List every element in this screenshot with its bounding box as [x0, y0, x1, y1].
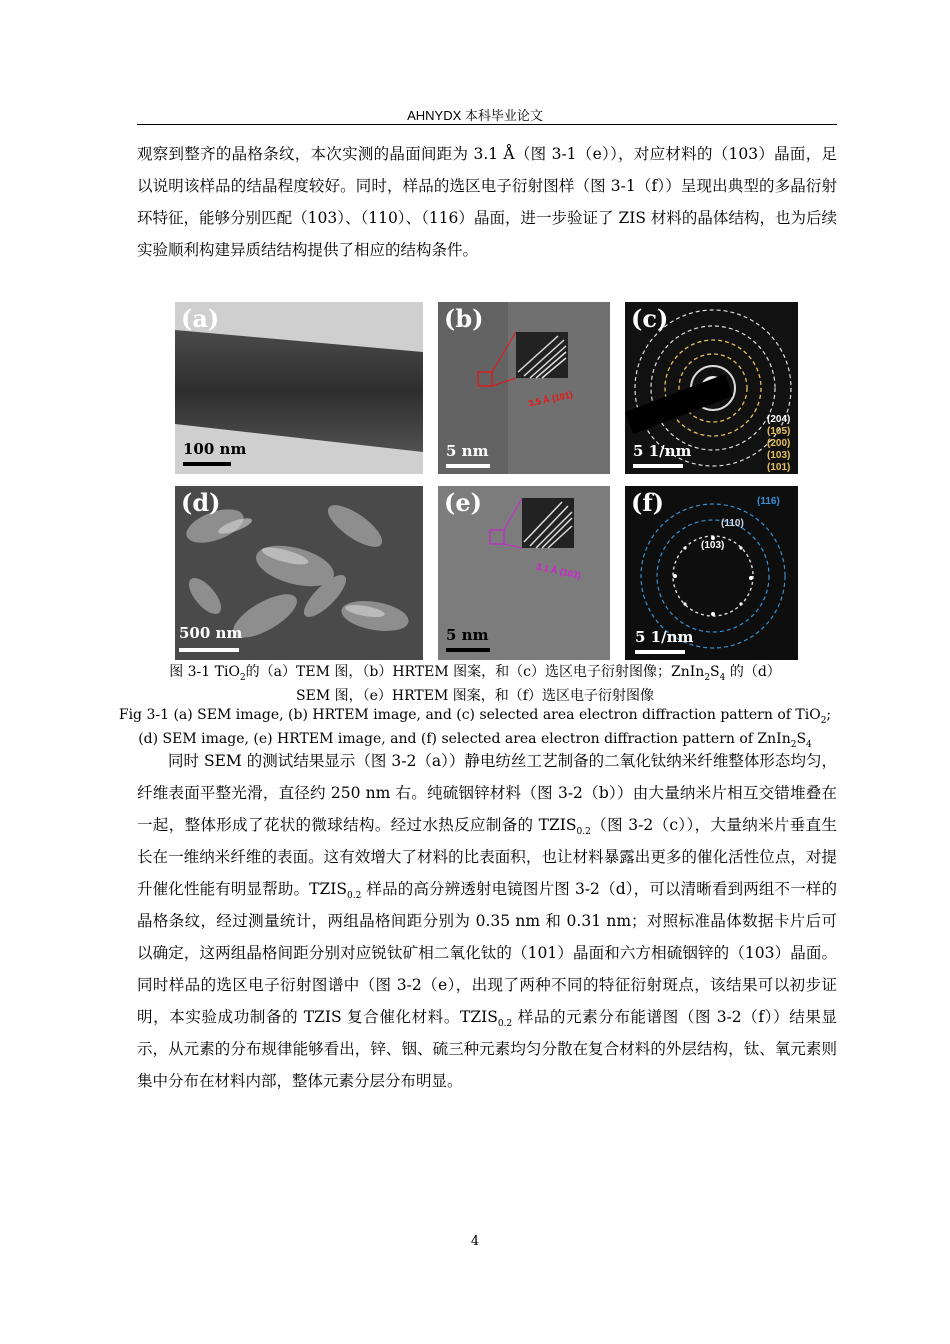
panel-e-hrtem-image: [438, 486, 610, 660]
scale-label-f: 5 1/nm: [635, 628, 694, 646]
panel-label-e: (e): [444, 488, 482, 517]
annotation-e: 3.1 Å (103): [535, 561, 582, 581]
ring-label-c-0: (204): [767, 414, 791, 425]
ring-label-c-2: (200): [767, 438, 791, 449]
ring-label-f-1: (110): [721, 518, 744, 529]
scale-bar-c: [633, 464, 683, 468]
header-rule: [137, 124, 837, 125]
caption-zh-line-2: SEM 图，（e）HRTEM 图案，和（f）选区电子衍射图像: [296, 687, 654, 704]
scale-bar-e: [446, 648, 490, 652]
scale-label-c: 5 1/nm: [633, 442, 692, 460]
scale-label-a: 100 nm: [183, 440, 247, 458]
panel-c-saed-image: [625, 302, 798, 474]
panel-label-c: (c): [631, 304, 669, 333]
annotation-b: 3.5 Å (101): [527, 389, 574, 409]
paragraph-1: 观察到整齐的晶格条纹，本次实测的晶面间距为 3.1 Å（图 3-1（e）），对应材料的（103）晶面，足以说明该样品的结晶程度较好。同时，样品的选区电子衍射图样（图 3-1（f））呈现出典型的多晶衍射环特征，能够分别匹配（103）、（110）、（116）晶面，进一步验证了 ZIS 材料的晶体结构，也为后续实验顺利构建异质结结构提供了相应的结构条件。: [137, 145, 837, 259]
panel-label-a: (a): [181, 304, 220, 333]
panel-label-f: (f): [631, 488, 665, 517]
caption-en-line-1: Fig 3-1 (a) SEM image, (b) HRTEM image, and (c) selected area electron diffraction pattern of TiO$_2$;: [118, 707, 832, 726]
ring-label-f-0: (116): [757, 496, 780, 507]
ring-label-c-1: (105): [767, 426, 791, 437]
scale-label-b: 5 nm: [446, 442, 489, 460]
running-header: AHNYDX 本科毕业论文: [407, 108, 543, 123]
panel-label-b: (b): [444, 304, 484, 333]
panel-label-d: (d): [181, 488, 221, 517]
page-number: 4: [470, 1234, 480, 1249]
panel-d-sem-image: [175, 486, 423, 660]
ring-label-c-4: (101): [767, 462, 791, 473]
scale-bar-d: [179, 648, 239, 652]
scale-bar-a: [183, 462, 231, 466]
scale-bar-f: [635, 650, 685, 654]
paragraph-2: 同时 SEM 的测试结果显示（图 3-2（a））静电纺丝工艺制备的二氧化钛纳米纤维整体形态均匀，纤维表面平整光滑，直径约 250 nm 右。纯硫铟锌材料（图 3-2（b））由大量纳米片相互交错堆叠在一起，整体形成了花状的微球结构。经过水热反应制备的 $TZIS_{0.2}$（图 3-2（c）），大量纳米片垂直生长在一维纳米纤维的表面。这有效增大了材料的比表面积，也让材料暴露出更多的催化活性位点，对提升催化性能有明显帮助。$TZIS_{0.2}$ 样品的高分辨透射电镜图片图 3-2（d），可以清晰看到两组不一样的晶格条纹，经过测量统计，两组晶格间距分别为 0.35 nm 和 0.31 nm；对照标准晶体数据卡片后可以确定，这两组晶格间距分别对应锐钛矿相二氧化钛的（101）晶面和六方相硫铟锌的（103）晶面。同时样品的选区电子衍射图谱中（图 3-2（e），出现了两种不同的特征衍射斑点，该结果可以初步证明，本实验成功制备的 TZIS 复合催化材料。$TZIS_{0.2}$ 样品的元素分布能谱图（图 3-2（f））结果显示，从元素的分布规律能够看出，锌、铟、硫三种元素均匀分散在复合材料的外层结构，钛、氧元素则集中分布在材料内部，整体元素分层分布明显。: [137, 752, 837, 1090]
panel-a-tem-image: [175, 302, 423, 474]
ring-label-c-3: (103): [767, 450, 791, 461]
ring-label-f-2: (103): [701, 540, 725, 551]
figure-3-1: [175, 302, 825, 660]
panel-b-hrtem-image: [438, 302, 610, 474]
scale-label-d: 500 nm: [179, 624, 243, 642]
scale-label-e: 5 nm: [446, 626, 489, 644]
panel-f-saed-image: [625, 486, 798, 660]
figure-caption-chinese: [110, 663, 840, 705]
scale-bar-b: [446, 464, 490, 468]
caption-en-line-2: (d) SEM image, (e) HRTEM image, and (f) selected area electron diffraction pattern of $ZnIn_2S_4$: [138, 730, 812, 750]
caption-zh-line-1: 图 3-1 TiO$_2$的（a）TEM 图，（b）HRTEM 图案，和（c）选区电子衍射图像；$ZnIn_2S_4$ 的（d）: [169, 664, 781, 683]
